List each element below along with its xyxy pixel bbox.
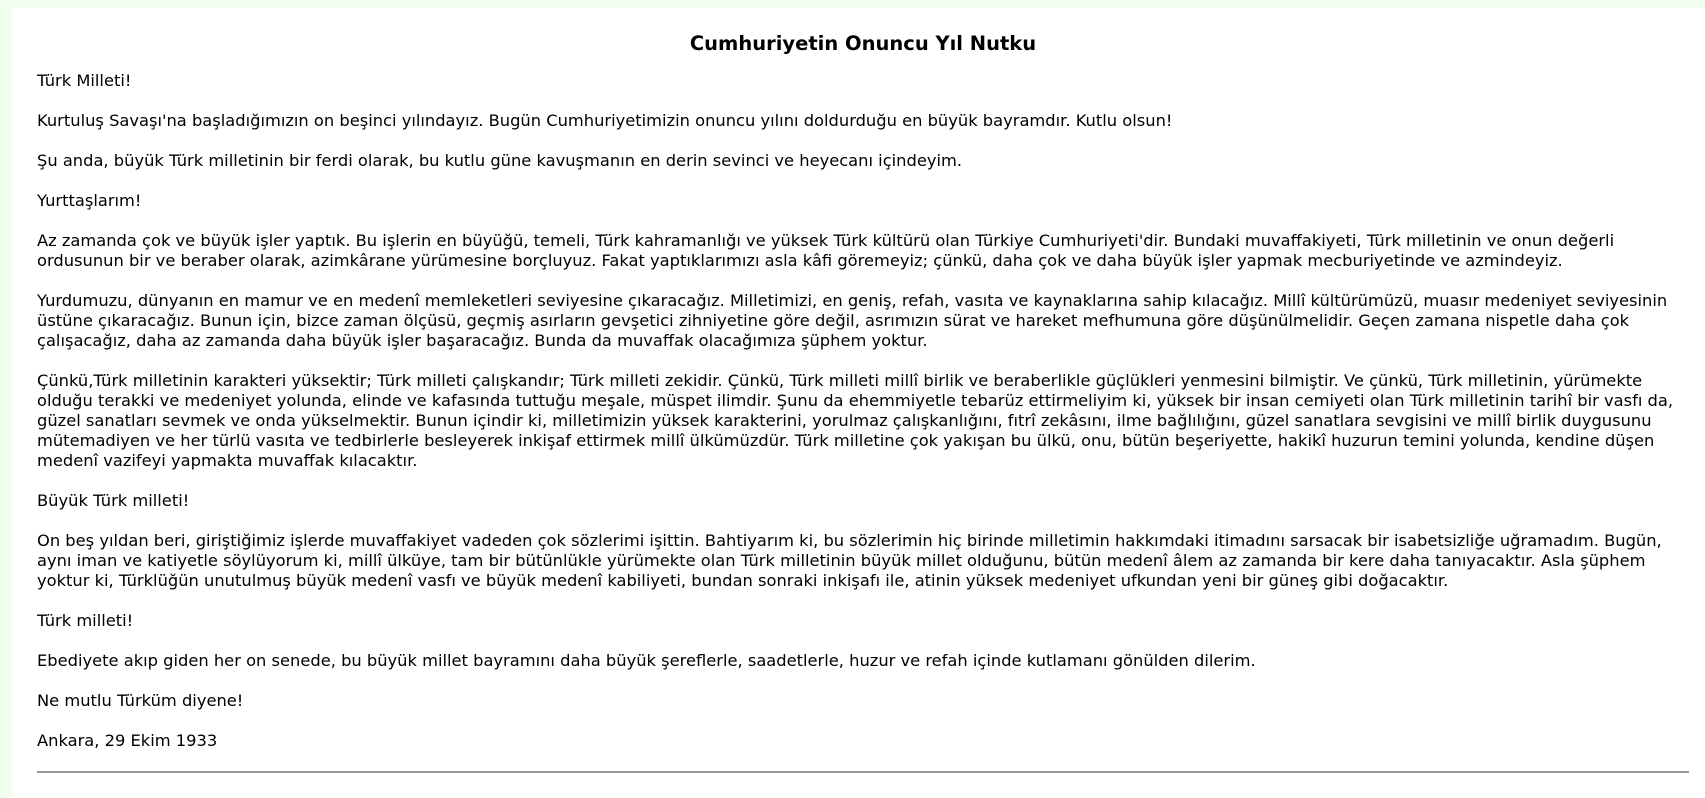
- document-place-date: Ankara, 29 Ekim 1933: [37, 731, 218, 750]
- paragraph: Kurtuluş Savaşı'na başladığımızın on beşinci yılındayız. Bugün Cumhuriyetimizin onuncu yılını doldurduğu en büyük bayramdır. Kutlu olsun!: [37, 111, 1173, 130]
- paragraph-address-nation: Türk Milleti!: [37, 71, 132, 90]
- paragraph-closing: Ne mutlu Türküm diyene!: [37, 691, 244, 710]
- paragraph: Yurdumuzu, dünyanın en mamur ve en medenî memleketleri seviyesine çıkaracağız. Milletimizi, en geniş, refah, vasıta ve kaynaklarına sahip kılacağız. Millî kültürümüzü, muasır medeniyet seviyesinin üstüne çıkaracağız. Bunun için, bizce zaman ölçüsü, geçmiş asırların gevşetici zihniyetine göre değil, asrımızın sürat ve hareket mefhumuna göre düşünülmelidir. Geçen zamana nispetle daha çok çalışacağız, daha az zamanda daha büyük işler başaracağız. Bunda da muvaffak olacağımıza şüphem yoktur.: [37, 291, 1668, 350]
- paragraph: Çünkü,Türk milletinin karakteri yüksektir; Türk milleti çalışkandır; Türk milleti zekidir. Çünkü, Türk milleti millî birlik ve beraberlikle güçlükleri yenmesini bilmiştir. Ve çünkü, Türk milletinin, yürümekte olduğu terakki ve medeniyet yolunda, elinde ve kafasında tuttuğu meşale, müspet ilimdir. Şunu da ehemmiyetle tebarüz ettirmeliyim ki, yüksek bir insan cemiyeti olan Türk milletinin tarihî bir vasfı da, güzel sanatları sevmek ve onda yükselmektir. Bunun içindir ki, milletimizin yüksek karakterini, yorulmaz çalışkanlığını, fıtrî zekâsını, ilme bağlılığını, güzel sanatlara sevgisini ve millî birlik duygusunu mütemadiyen ve her türlü vasıta ve tedbirlerle besleyerek inkişaf ettirmek millî ülkümüzdür. Türk milletine çok yakışan bu ülkü, onu, bütün beşeriyette, hakikî huzurun temini yolunda, kendine düşen medenî vazifeyi yapmakta muvaffak kılacaktır.: [37, 371, 1674, 470]
- document-content: [37, 32, 1689, 773]
- paragraph: Az zamanda çok ve büyük işler yaptık. Bu işlerin en büyüğü, temeli, Türk kahramanlığı ve yüksek Türk kültürü olan Türkiye Cumhuriyeti'dir. Bundaki muvaffakiyeti, Türk milletinin ve onun değerli ordusunun bir ve beraber olarak, azimkârane yürümesine borçluyuz. Fakat yaptıklarımızı asla kâfi göremeyiz; çünkü, daha çok ve daha büyük işler yapmak mecburiyetinde ve azmindeyiz.: [37, 231, 1615, 270]
- paragraph: Ebediyete akıp giden her on senede, bu büyük millet bayramını daha büyük şereflerle, saadetlerle, huzur ve refah içinde kutlamanı gönülden dilerim.: [37, 651, 1256, 670]
- bottom-divider: [37, 771, 1689, 773]
- document-page: [12, 8, 1705, 798]
- paragraph-address-nation: Türk milleti!: [37, 611, 134, 630]
- paragraph: On beş yıldan beri, giriştiğimiz işlerde muvaffakiyet vadeden çok sözlerimi işittin. Bahtiyarım ki, bu sözlerimin hiç birinde milletimin hakkımdaki itimadını sarsacak bir isabetsizliğe uğramadım. Bugün, aynı iman ve katiyetle söylüyorum ki, millî ülküye, tam bir bütünlükle yürümekte olan Türk milletinin büyük millet olduğunu, bütün medenî âlem az zamanda bir kere daha tanıyacaktır. Asla şüphem yoktur ki, Türklüğün unutulmuş büyük medenî vasfı ve büyük medenî kabiliyeti, bundan sonraki inkişafı ile, atinin yüksek medeniyet ufkundan yeni bir güneş gibi doğacaktır.: [37, 531, 1662, 590]
- paragraph: Şu anda, büyük Türk milletinin bir ferdi olarak, bu kutlu güne kavuşmanın en derin sevinci ve heyecanı içindeyim.: [37, 151, 963, 170]
- paragraph-address-citizens: Yurttaşlarım!: [37, 191, 142, 210]
- paragraph-address-great-nation: Büyük Türk milleti!: [37, 491, 190, 510]
- document-title: Cumhuriyetin Onuncu Yıl Nutku: [689, 32, 1037, 55]
